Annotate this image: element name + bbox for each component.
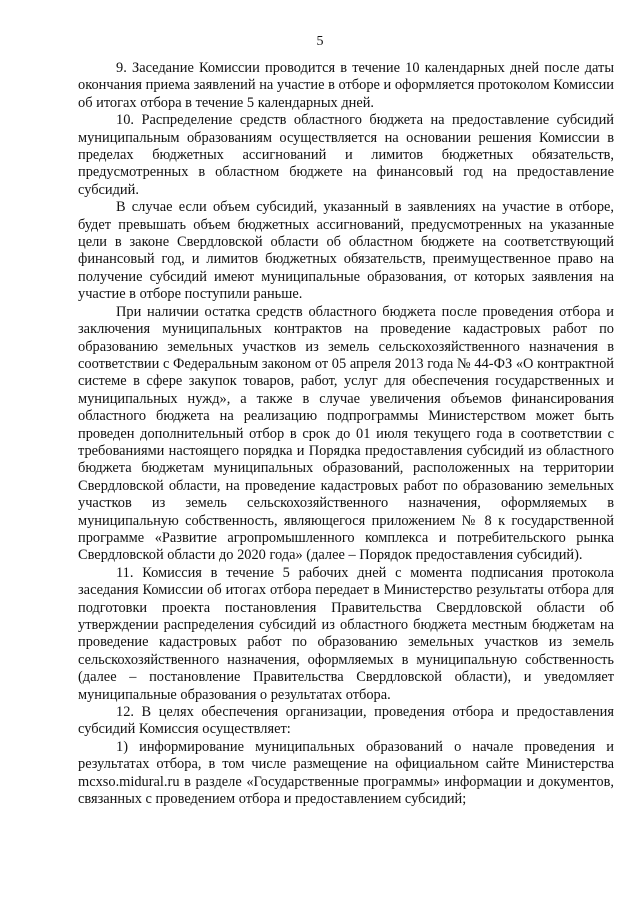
paragraph-item-12: 12. В целях обеспечения организации, проведения отбора и предоставления субсидий Комиссия осуществляет: (78, 704, 614, 738)
paragraph-excess-subsidies: В случае если объем субсидий, указанный в заявлениях на участие в отборе, будет превышать объем бюджетных ассигнований, предусмотренных на указанные цели в законе Свердловской области об областном бюджете на соответствующий финансовый год, и лимитов бюджетных обязательств, преимущественное право на получение субсидий имеют муниципальные образования, от которых заявления на участие в отборе поступили раньше. (78, 199, 614, 303)
paragraph-item-10: 10. Распределение средств областного бюджета на предоставление субсидий муниципальным образованиям осуществляется на основании решения Комиссии в пределах бюджетных ассигнований и лимитов бюджетных обязательств, предусмотренных в областном бюджете на финансовый год на предоставление субсидий. (78, 112, 614, 198)
paragraph-additional-selection: При наличии остатка средств областного бюджета после проведения отбора и заключения муниципальных контрактов на проведение кадастровых работ по образованию земельных участков из земель сельскохозяйственного назначения в соответствии с Федеральным законом от 05 апреля 2013 года № 44-ФЗ «О контрактной системе в сфере закупок товаров, работ, услуг для обеспечения государственных и муниципальных нужд», а также в случае увеличения объемов финансирования областного бюджета на реализацию подпрограммы Министерством может быть проведен дополнительный отбор в срок до 01 июля текущего года в соответствии с требованиями настоящего порядка и Порядка предоставления субсидий из областного бюджета бюджетам муниципальных образований, расположенных на территории Свердловской области, на проведение кадастровых работ по образованию земельных участков из земель сельскохозяйственного назначения, оформляемых в муниципальную собственность, являющегося приложением № 8 к государственной программе «Развитие агропромышленного комплекса и потребительского рынка Свердловской области до 2020 года» (далее – Порядок предоставления субсидий). (78, 303, 614, 564)
paragraph-item-11: 11. Комиссия в течение 5 рабочих дней с момента подписания протокола заседания Комиссии об итогах отбора передает в Министерство результаты отбора для подготовки проекта постановления Правительства Свердловской области об утверждении распределения субсидий из областного бюджета местным бюджетам на проведение кадастровых работ по образованию земельных участков из земель сельскохозяйственного назначения, оформляемых в муниципальную собственность (далее – постановление Правительства Свердловской области), и уведомляет муниципальные образования о результатах отбора. (78, 564, 614, 703)
document-body (78, 60, 614, 808)
paragraph-item-12-1: 1) информирование муниципальных образований о начале проведения и результатах отбора, в том числе размещение на официальном сайте Министерства mcxso.midural.ru в разделе «Государственные программы» информации и документов, связанных с проведением отбора и предоставлением субсидий; (78, 738, 614, 808)
page-number: 5 (316, 34, 324, 49)
paragraph-item-9: 9. Заседание Комиссии проводится в течение 10 календарных дней после даты окончания приема заявлений на участие в отборе и оформляется протоколом Комиссии об итогах отбора в течение 5 календарных дней. (78, 60, 614, 111)
